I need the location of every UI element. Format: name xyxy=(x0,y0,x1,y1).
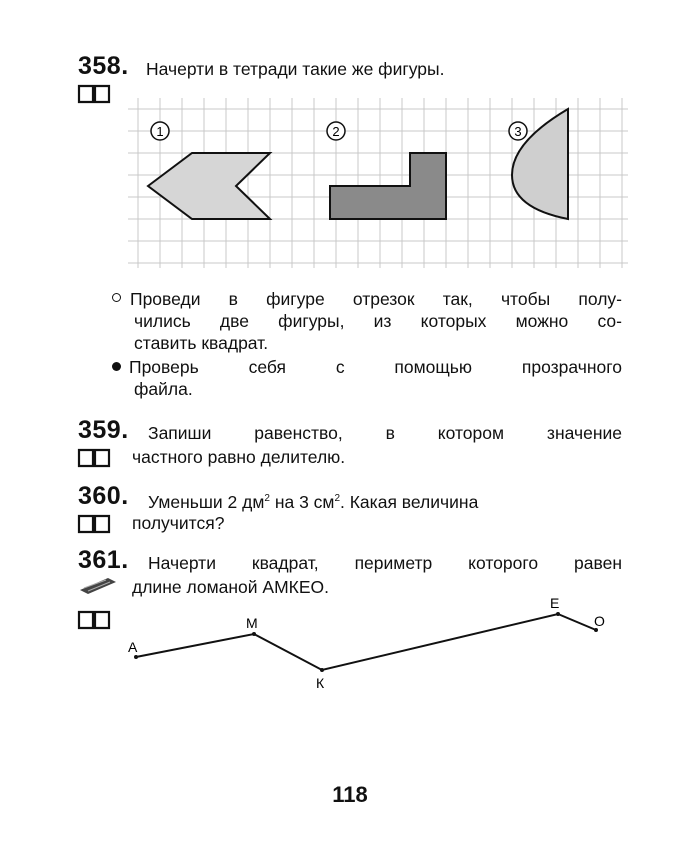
figure-1-chevron xyxy=(148,153,270,219)
figure-3-label xyxy=(509,122,527,140)
grid-figures xyxy=(128,98,628,268)
book-icon xyxy=(77,608,111,630)
point-label-m: М xyxy=(246,615,258,631)
figure-2-label xyxy=(327,122,345,140)
exercise-359-line1: Запиши равенство, в котором значение xyxy=(148,423,622,443)
exercise-359-line2: частного равно делителю. xyxy=(132,447,346,467)
point-label-k: К xyxy=(316,675,325,691)
exercise-361-line2: длине ломаной АМКЕО. xyxy=(132,577,329,597)
svg-text:2: 2 xyxy=(332,124,340,139)
svg-text:3: 3 xyxy=(514,124,522,139)
bullet-1: Проведи в фигуре отрезок так, чтобы полу- чились две фигуры, из которых можно со- ставить квадрат. xyxy=(112,288,622,354)
exercise-358-text: Начерти в тетради такие же фигуры. xyxy=(146,59,445,79)
exercise-number-359: 359. xyxy=(78,416,129,444)
point-label-a: А xyxy=(128,639,138,655)
exercise-number-361: 361. xyxy=(78,546,129,574)
book-icon xyxy=(77,512,111,534)
exercise-361-line1: Начерти квадрат, периметр которого равен xyxy=(148,553,622,573)
exercise-360-line2: получится? xyxy=(132,513,225,533)
bullet-circle-icon xyxy=(112,293,121,302)
svg-text:1: 1 xyxy=(156,124,164,139)
bullet-dot-icon xyxy=(112,362,121,371)
pencil-hint-icon xyxy=(78,574,118,596)
bullet-2: Проверь себя с помощью прозрачного файла. xyxy=(112,356,622,400)
figure-1-label xyxy=(151,122,169,140)
exercise-360-line1: Уменьши 2 $дм^2$ на 3 $см^2$. Какая величина xyxy=(148,492,479,512)
exercise-number-358: 358. xyxy=(78,52,129,80)
point-label-e: Е xyxy=(550,595,560,611)
point-label-o: О xyxy=(594,613,605,629)
page-number: 118 xyxy=(332,782,368,807)
exercise-number-360: 360. xyxy=(78,482,129,510)
polyline-amkeo xyxy=(120,590,620,700)
book-icon xyxy=(77,82,111,104)
figure-2-l-shape xyxy=(330,153,446,219)
book-icon xyxy=(77,446,111,468)
